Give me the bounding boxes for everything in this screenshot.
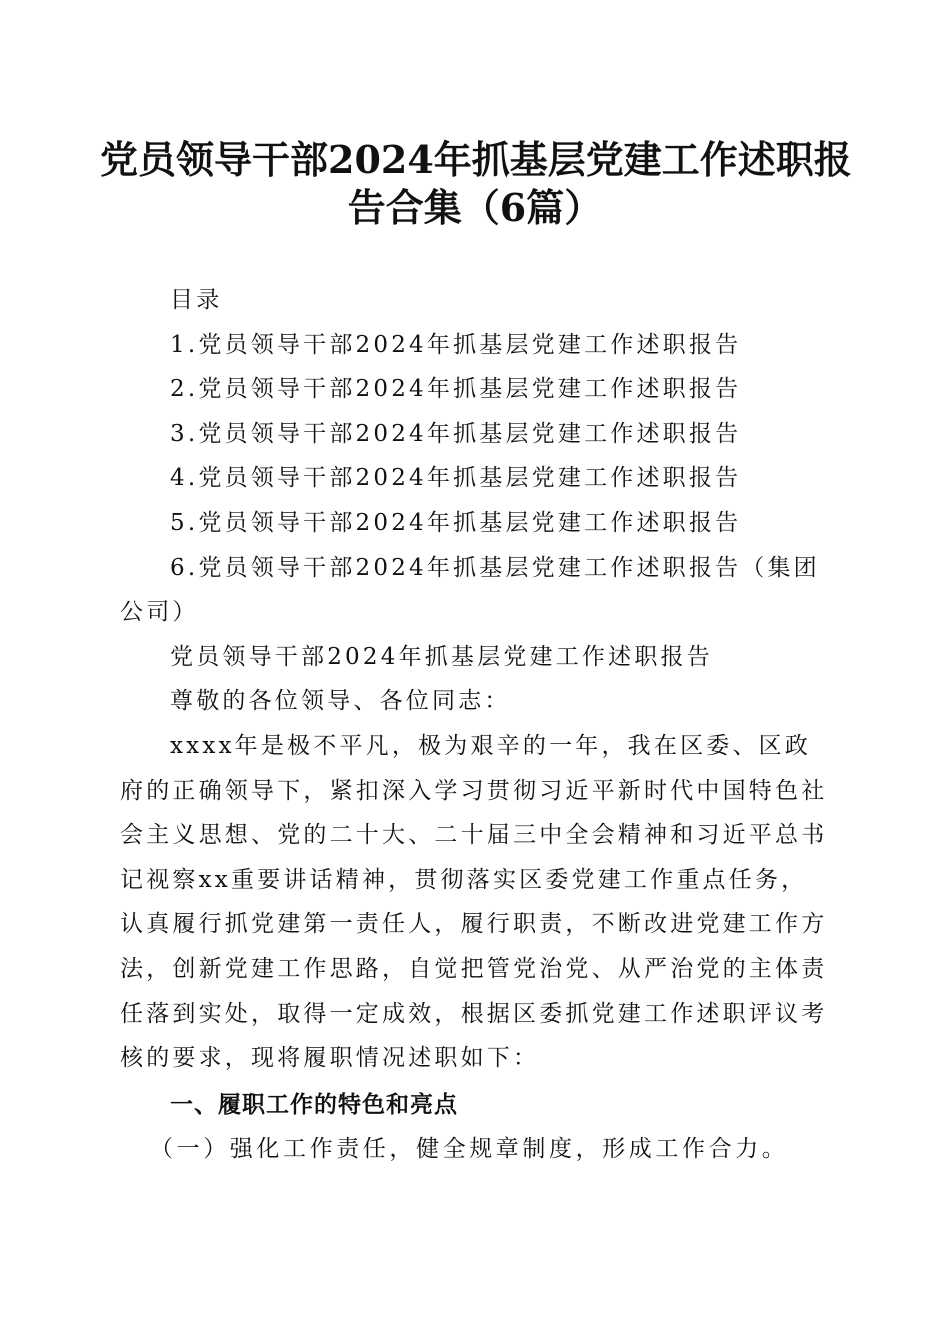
- subheading-1: （一）强化工作责任，健全规章制度，形成工作合力。: [150, 1136, 789, 1163]
- document-title-line-1: 党员领导干部2024年抓基层党建工作述职报: [100, 137, 852, 182]
- heading-1: 一、履职工作的特色和亮点: [170, 1091, 458, 1118]
- section-title: 党员领导干部2024年抓基层党建工作述职报告: [170, 643, 713, 670]
- toc-item-4: 4.党员领导干部2024年抓基层党建工作述职报告: [170, 465, 742, 492]
- document-title-line-2: 告合集（6篇）: [347, 185, 603, 230]
- toc-item-2: 2.党员领导干部2024年抓基层党建工作述职报告: [170, 376, 742, 403]
- toc-item-1: 1.党员领导干部2024年抓基层党建工作述职报告: [170, 331, 742, 358]
- salutation: 尊敬的各位领导、各位同志：: [170, 688, 511, 715]
- document-title: [100, 136, 850, 232]
- toc-item-3: 3.党员领导干部2024年抓基层党建工作述职报告: [170, 420, 742, 447]
- toc-item-5: 5.党员领导干部2024年抓基层党建工作述职报告: [170, 509, 742, 536]
- toc-item-6: 6.党员领导干部2024年抓基层党建工作述职报告（集团公司）: [120, 554, 820, 626]
- document-body: [120, 278, 830, 1172]
- toc-label: 目录: [170, 287, 223, 313]
- intro-paragraph: xxxx年是极不平凡，极为艰辛的一年，我在区委、区政府的正确领导下，紧扣深入学习贯彻习近平新时代中国特色社会主义思想、党的二十大、二十届三中全会精神和习近平总书记视察xx重要讲话精神，贯彻落实区委党建工作重点任务，认真履行抓党建第一责任人，履行职责，不断改进党建工作方法，创新党建工作思路，自觉把管党治党、从严治党的主体责任落到实处，取得一定成效，根据区委抓党建工作述职评议考核的要求，现将履职情况述职如下：: [120, 732, 828, 1072]
